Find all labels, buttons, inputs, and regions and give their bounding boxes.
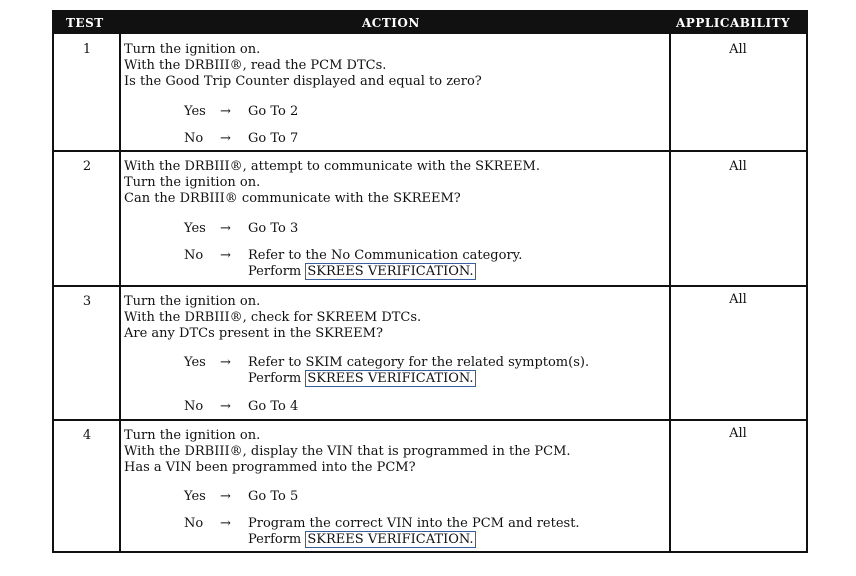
action-line: Are any DTCs present in the SKREEM? bbox=[124, 326, 383, 341]
row-divider bbox=[54, 285, 806, 287]
option-label: Yes bbox=[184, 489, 206, 504]
action-line: Turn the ignition on. bbox=[124, 294, 261, 309]
applicability-value: All bbox=[729, 292, 747, 307]
perform-line bbox=[248, 371, 476, 387]
action-line: Is the Good Trip Counter displayed and equal to zero? bbox=[124, 74, 482, 89]
arrow-icon: → bbox=[220, 221, 231, 236]
option-result: Refer to the No Communication category. bbox=[248, 248, 523, 263]
action-line: Turn the ignition on. bbox=[124, 42, 261, 57]
arrow-icon: → bbox=[220, 489, 231, 504]
option-label: Yes bbox=[184, 221, 206, 236]
option-result: Go To 3 bbox=[248, 221, 299, 236]
option-label: No bbox=[184, 399, 204, 414]
option-result: Refer to SKIM category for the related symptom(s). bbox=[248, 355, 590, 370]
option-result: Go To 2 bbox=[248, 104, 299, 119]
option-label: No bbox=[184, 516, 204, 531]
column-divider bbox=[119, 34, 121, 551]
row-divider bbox=[54, 419, 806, 421]
table-header bbox=[54, 12, 806, 34]
skrees-verification-link[interactable]: SKREES VERIFICATION. bbox=[307, 532, 474, 547]
action-line: Turn the ignition on. bbox=[124, 428, 261, 443]
test-number: 3 bbox=[82, 294, 92, 309]
header-action: ACTION bbox=[362, 16, 420, 30]
option-result: Program the correct VIN into the PCM and retest. bbox=[248, 516, 580, 531]
action-line: Has a VIN been programmed into the PCM? bbox=[124, 460, 416, 475]
action-line: With the DRBIII®, check for SKREEM DTCs. bbox=[124, 310, 422, 325]
action-line: Can the DRBIII® communicate with the SKREEM? bbox=[124, 191, 461, 206]
arrow-icon: → bbox=[220, 248, 231, 263]
header-test: TEST bbox=[66, 16, 104, 30]
applicability-value: All bbox=[729, 426, 747, 441]
row-divider bbox=[54, 150, 806, 152]
applicability-value: All bbox=[729, 159, 747, 174]
perform-label: Perform bbox=[248, 371, 302, 386]
option-result: Go To 7 bbox=[248, 131, 299, 146]
header-applicability: APPLICABILITY bbox=[676, 16, 791, 30]
option-result: Go To 5 bbox=[248, 489, 299, 504]
arrow-icon: → bbox=[220, 131, 231, 146]
skrees-verification-link[interactable]: SKREES VERIFICATION. bbox=[307, 264, 474, 279]
test-number: 1 bbox=[82, 42, 92, 57]
option-label: No bbox=[184, 131, 204, 146]
option-label: No bbox=[184, 248, 204, 263]
perform-line bbox=[248, 264, 476, 280]
test-number: 4 bbox=[82, 428, 92, 443]
perform-label: Perform bbox=[248, 264, 302, 279]
test-number: 2 bbox=[82, 159, 92, 174]
perform-label: Perform bbox=[248, 532, 302, 547]
arrow-icon: → bbox=[220, 516, 231, 531]
perform-line bbox=[248, 532, 476, 548]
action-line: Turn the ignition on. bbox=[124, 175, 261, 190]
applicability-value: All bbox=[729, 42, 747, 57]
arrow-icon: → bbox=[220, 399, 231, 414]
action-line: With the DRBIII®, read the PCM DTCs. bbox=[124, 58, 387, 73]
option-label: Yes bbox=[184, 355, 206, 370]
skrees-verification-link[interactable]: SKREES VERIFICATION. bbox=[307, 371, 474, 386]
option-result: Go To 4 bbox=[248, 399, 299, 414]
action-line: With the DRBIII®, display the VIN that is programmed in the PCM. bbox=[124, 444, 571, 459]
arrow-icon: → bbox=[220, 104, 231, 119]
test-table bbox=[52, 10, 808, 553]
action-line: With the DRBIII®, attempt to communicate with the SKREEM. bbox=[124, 159, 540, 174]
option-label: Yes bbox=[184, 104, 206, 119]
arrow-icon: → bbox=[220, 355, 231, 370]
